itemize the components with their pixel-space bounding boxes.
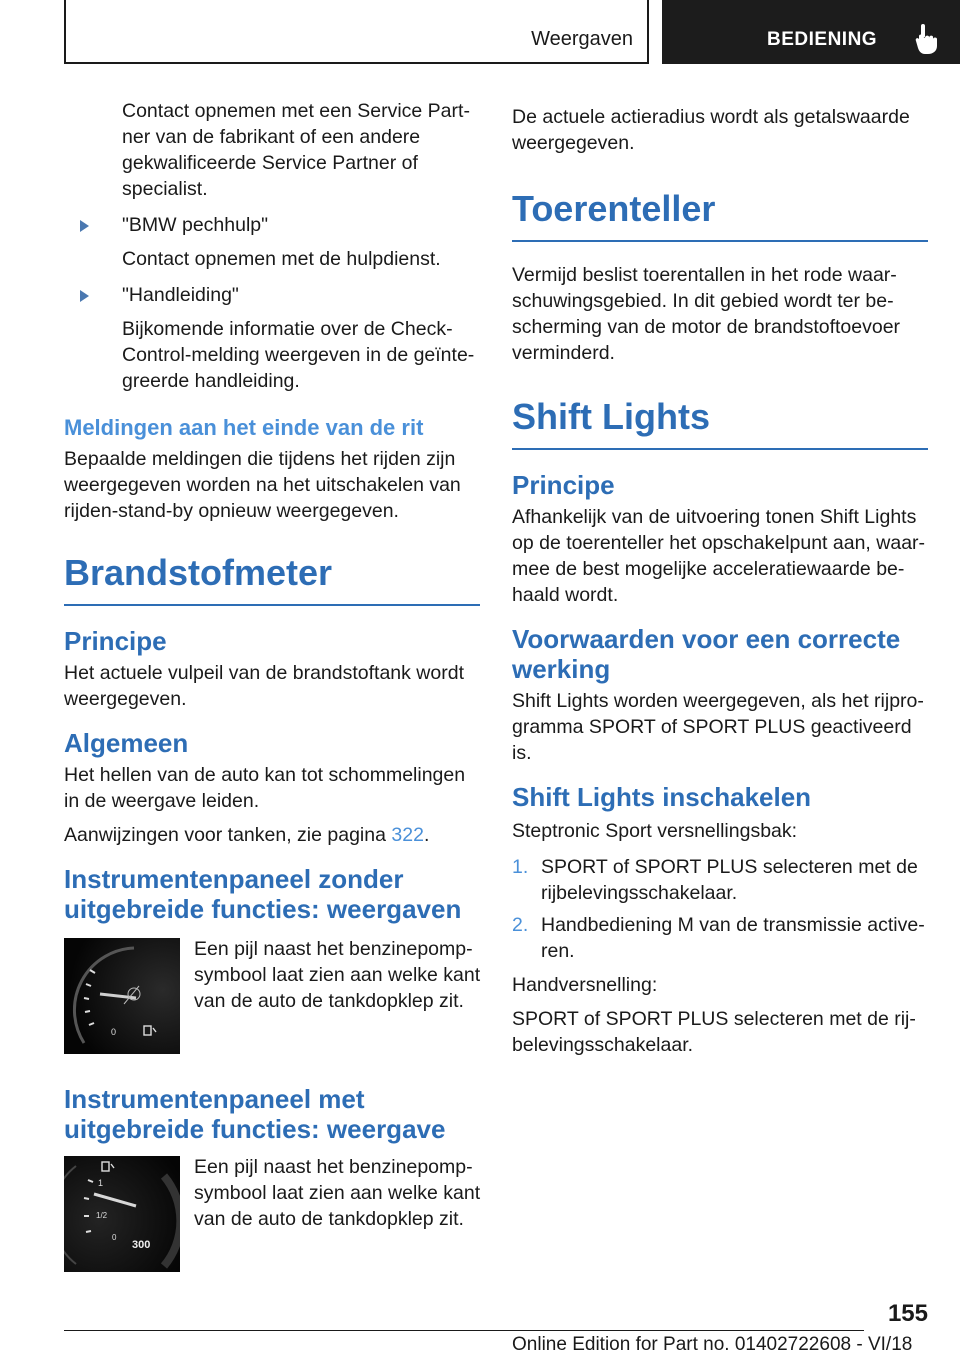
page-number: 155 — [887, 1300, 928, 1327]
shift-lights-heading: Shift Lights — [512, 396, 928, 450]
fuel-gauge-heading: Brandstofmeter — [64, 552, 480, 606]
triangle-bullet-icon — [80, 220, 89, 232]
manual-label: Handversnelling: — [512, 974, 658, 996]
bullet-text: Bijkomende informatie over de Check-Control-melding weergeven in de geïntegreerde handleiding. — [122, 318, 475, 392]
list-item — [512, 854, 928, 906]
end-of-trip-heading: Meldingen aan het einde van de rit — [64, 415, 424, 440]
svg-text:1/2: 1/2 — [96, 1211, 108, 1220]
bullet-text: Contact opnemen met de hulpdienst. — [122, 248, 441, 270]
shift-conditions-heading: Voorwaarden voor een correcte werking — [512, 624, 901, 684]
end-of-trip-text: Bepaalde meldingen die tijdens het rijden zijn weergegeven worden na het uitschakelen van rijden-stand-by opnieuw weergegeven. — [64, 448, 461, 522]
step-number: 2. — [512, 914, 529, 936]
panel-with-text: Een pijl naast het benzinepompsymbool laat zien aan welke kant van de auto de tankdopklep zit. — [194, 1156, 481, 1230]
svg-text:1: 1 — [98, 1178, 104, 1188]
svg-text:0: 0 — [111, 1027, 117, 1037]
panel-without-heading: Instrumentenpaneel zonder uitgebreide functies: weergaven — [64, 864, 462, 924]
left-column — [64, 98, 480, 1274]
header-chapter-tab — [662, 0, 960, 64]
bullet-title: "BMW pechhulp" — [122, 214, 269, 236]
figure-row — [64, 1156, 480, 1274]
step-text: Handbediening M van de transmissie activeren. — [541, 914, 925, 962]
panel-with-heading: Instrumentenpaneel met uitgebreide functies: weergave — [64, 1084, 446, 1144]
svg-text:300: 300 — [132, 1239, 151, 1251]
footer-edition: Online Edition for Part no. 01402722608 - VI/18 — [512, 1334, 913, 1355]
refuel-text: Aanwijzingen voor tanken, zie pagina 322. — [64, 824, 430, 846]
step-text: SPORT of SPORT PLUS selecteren met de rijbelevingsschakelaar. — [541, 856, 918, 904]
range-text: De actuele actieradius wordt als getalswaarde weergegeven. — [512, 106, 910, 154]
steptronic-label: Steptronic Sport versnellingsbak: — [512, 820, 798, 842]
chapter-title: BEDIENING — [767, 29, 878, 50]
step-number: 1. — [512, 856, 529, 878]
pointing-hand-icon — [915, 24, 937, 54]
fuel-gauge-extended-image — [64, 1156, 180, 1272]
tachometer-text: Vermijd beslist toerentallen in het rode waarschuwingsgebied. In dit gebied wordt ter bescherming van de motor de brandstoftoevoer verminderd. — [512, 264, 901, 364]
section-title: Weergaven — [531, 28, 633, 50]
footer-divider — [64, 1330, 864, 1331]
intro-continued: Contact opnemen met een Service Partner van de fabrikant of een andere gekwalificeerde Service Partner of specialist. — [122, 100, 470, 200]
tachometer-heading: Toerenteller — [512, 188, 928, 242]
triangle-bullet-icon — [80, 290, 89, 302]
bullet-title: "Handleiding" — [122, 284, 239, 306]
fuel-general-heading: Algemeen — [64, 728, 189, 758]
list-item — [64, 282, 480, 394]
right-column — [512, 98, 928, 1058]
fuel-principle-text: Het actuele vulpeil van de brandstoftank wordt weergegeven. — [64, 662, 464, 710]
figure-row — [64, 938, 480, 1056]
panel-without-text: Een pijl naast het benzinepompsymbool laat zien aan welke kant van de auto de tankdopklep zit. — [194, 938, 481, 1012]
svg-text:0: 0 — [112, 1233, 117, 1242]
page-link[interactable]: 322 — [391, 824, 424, 846]
manual-text: SPORT of SPORT PLUS selecteren met de rijbelevingsschakelaar. — [512, 1008, 916, 1056]
list-item — [64, 212, 480, 272]
shift-conditions-text: Shift Lights worden weergegeven, als het rijprogramma SPORT of SPORT PLUS geactiveerd is. — [512, 690, 924, 764]
shift-principle-heading: Principe — [512, 470, 615, 500]
fuel-principle-heading: Principe — [64, 626, 167, 656]
fuel-gauge-image — [64, 938, 180, 1054]
header-section-tab — [64, 0, 649, 64]
shift-enable-heading: Shift Lights inschakelen — [512, 782, 812, 812]
shift-principle-text: Afhankelijk van de uitvoering tonen Shift Lights op de toerenteller het opschakelpunt aan, waarmee de best mogelijke acceleratiewaarde behaald wordt. — [512, 506, 926, 606]
fuel-general-text: Het hellen van de auto kan tot schommelingen in de weergave leiden. — [64, 764, 466, 812]
list-item — [512, 912, 928, 964]
